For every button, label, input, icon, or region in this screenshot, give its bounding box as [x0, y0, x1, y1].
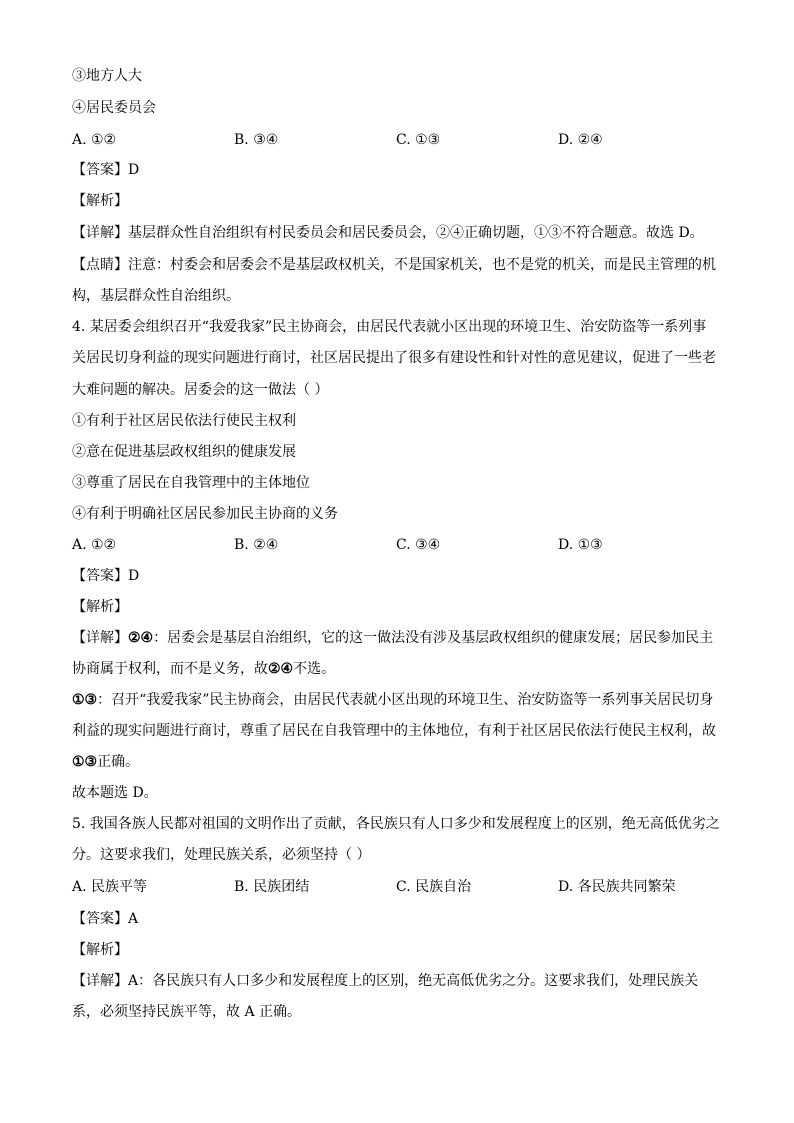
q5-option-b: B. 民族团结 — [234, 879, 310, 895]
q5-options — [72, 877, 722, 897]
q5-detail-line-1 — [72, 971, 698, 991]
q4-option-b: B. ②④ — [234, 537, 279, 553]
answer-value: A — [128, 911, 139, 927]
q3-note-line-2: 构，基层群众性自治组织。 — [72, 288, 240, 304]
detail-bold-ref: ②④ — [268, 661, 294, 677]
answer-tag: 【答案】 — [72, 162, 128, 178]
answer-value: D — [128, 162, 140, 178]
q3-option-c: C. ①③ — [396, 132, 441, 148]
q3-item-4: ④居民委员会 — [72, 100, 156, 116]
detail-bold-ref: ①③ — [72, 692, 98, 708]
answer-value: D — [128, 568, 140, 584]
q4-detail-line-1 — [72, 628, 713, 648]
q4-option-d: D. ①③ — [558, 537, 603, 553]
detail-text: A：各民族只有人口多少和发展程度上的区别，绝无高低优劣之分。这要求我们，处理民族关 — [128, 973, 699, 989]
detail-text: ：召开“我爱我家”民主协商会，由居民代表就小区出现的环境卫生、治安防盗等一系列事关居民切身 — [97, 692, 714, 708]
q3-option-a: A. ①② — [72, 132, 117, 148]
q4-conclusion: 故本题选 D。 — [72, 785, 158, 801]
detail-bold-ref: ②④ — [128, 630, 154, 646]
q5-stem-line-1: 5. 我国各族人民都对祖国的文明作出了贡献，各民族只有人口多少和发展程度上的区别，绝无高低优劣之 — [72, 816, 720, 832]
q4-detail-line-2 — [72, 659, 335, 679]
q4-option-a: A. ①② — [72, 537, 117, 553]
q3-analysis-tag: 【解析】 — [72, 193, 128, 209]
q5-detail-line-2: 系，必须坚持民族平等，故 A 正确。 — [72, 1004, 302, 1020]
detail-text: ：居委会是基层自治组织，它的这一做法没有涉及基层政权组织的健康发展；居民参加民主 — [153, 630, 714, 646]
answer-tag: 【答案】 — [72, 568, 128, 584]
q4-answer — [72, 566, 139, 586]
detail-tag: 【详解】 — [72, 225, 128, 241]
q4-detail-line-3 — [72, 690, 713, 710]
q4-options — [72, 535, 722, 555]
detail-tag: 【详解】 — [72, 630, 128, 646]
q3-note-line-1 — [72, 255, 716, 275]
detail-text: 不选。 — [293, 661, 336, 677]
q4-stem-line-3: 大难问题的解决。居委会的这一做法（ ） — [72, 382, 329, 398]
q4-item-2: ②意在促进基层政权组织的健康发展 — [72, 444, 296, 460]
q3-detail — [72, 223, 704, 243]
q4-item-4: ④有利于明确社区居民参加民主协商的义务 — [72, 506, 338, 522]
answer-tag: 【答案】 — [72, 911, 128, 927]
q4-stem-line-2: 关居民切身利益的现实问题进行商讨，社区居民提出了很多有建设性和针对性的意见建议，促进了一些老 — [72, 350, 716, 366]
q3-options — [72, 130, 722, 150]
q4-item-1: ①有利于社区居民依法行使民主权利 — [72, 413, 296, 429]
note-tag: 【点睛】 — [72, 257, 128, 273]
q5-stem-line-2: 分。这要求我们，处理民族关系，必须坚持（ ） — [72, 847, 371, 863]
q5-option-a: A. 民族平等 — [72, 879, 148, 895]
q3-item-3: ③地方人大 — [72, 68, 142, 84]
q3-option-d: D. ②④ — [558, 132, 603, 148]
note-text: 注意：村委会和居委会不是基层政权机关，不是国家机关，也不是党的机关，而是民主管理的机 — [128, 257, 716, 273]
q5-option-c: C. 民族自治 — [396, 879, 472, 895]
q4-analysis-tag: 【解析】 — [72, 599, 128, 615]
q4-option-c: C. ③④ — [396, 537, 441, 553]
q5-answer — [72, 909, 138, 929]
detail-bold-ref: ①③ — [72, 754, 98, 770]
q4-detail-line-4: 利益的现实问题进行商讨，尊重了居民在自我管理中的主体地位，有利于社区居民依法行使民主权利，故 — [72, 723, 716, 739]
detail-tag: 【详解】 — [72, 973, 128, 989]
q4-item-3: ③尊重了居民在自我管理中的主体地位 — [72, 475, 310, 491]
detail-text: 协商属于权利，而不是义务，故 — [72, 661, 268, 677]
detail-text: 正确。 — [97, 754, 140, 770]
q3-answer — [72, 160, 139, 180]
q4-detail-line-5 — [72, 752, 139, 772]
detail-text: 基层群众性自治组织有村民委员会和居民委员会，②④正确切题，①③不符合题意。故选 D。 — [128, 225, 704, 241]
q5-analysis-tag: 【解析】 — [72, 942, 128, 958]
q4-stem-line-1: 4. 某居委会组织召开“我爱我家”民主协商会，由居民代表就小区出现的环境卫生、治安防盗等一系列事 — [72, 319, 707, 335]
q3-option-b: B. ③④ — [234, 132, 279, 148]
q5-option-d: D. 各民族共同繁荣 — [558, 879, 676, 895]
